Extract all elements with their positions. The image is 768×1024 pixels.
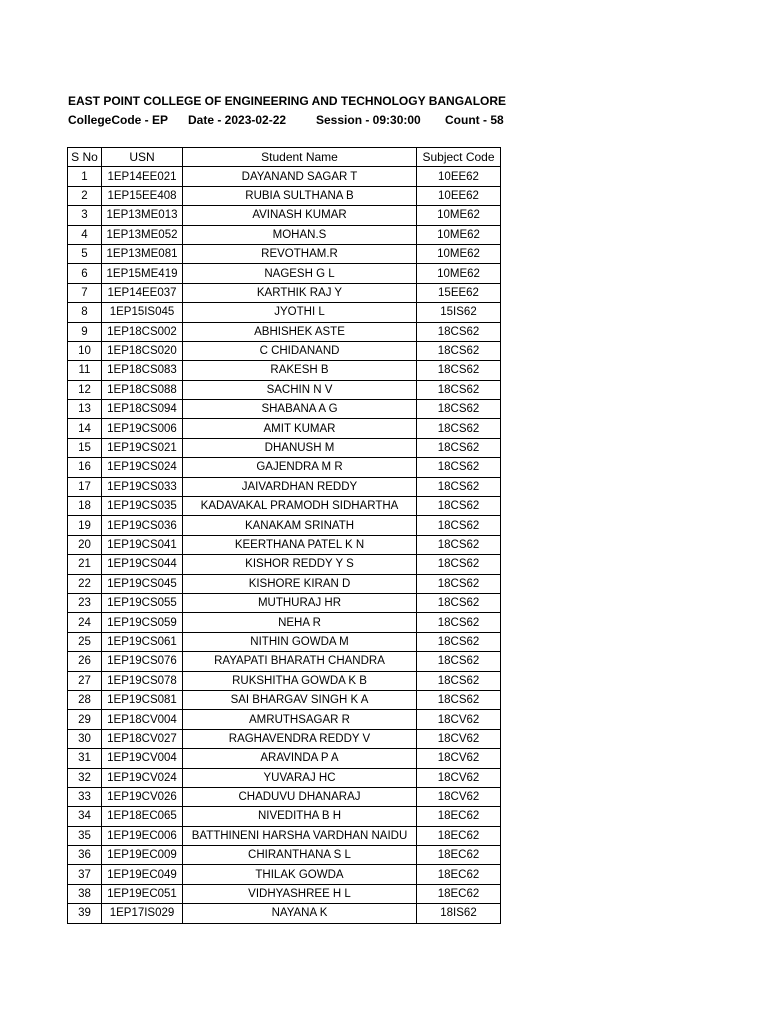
- cell-student-name: NIVEDITHA B H: [183, 807, 417, 826]
- table-row: [68, 613, 501, 632]
- cell-student-name: NEHA R: [183, 613, 417, 632]
- cell-subject-code: 10ME62: [417, 225, 501, 244]
- table-row: [68, 516, 501, 535]
- cell-subject-code: 18CS62: [417, 555, 501, 574]
- cell-usn: 1EP19CS035: [102, 497, 183, 516]
- cell-subject-code: 18CS62: [417, 400, 501, 419]
- cell-subject-code: 18EC62: [417, 807, 501, 826]
- table-row: [68, 884, 501, 903]
- cell-usn: 1EP18CS094: [102, 400, 183, 419]
- cell-usn: 1EP19EC051: [102, 884, 183, 903]
- cell-usn: 1EP19CS006: [102, 419, 183, 438]
- table-header-row: [68, 148, 501, 167]
- cell-sno: 15: [68, 438, 102, 457]
- cell-sno: 26: [68, 652, 102, 671]
- cell-subject-code: 15EE62: [417, 283, 501, 302]
- cell-usn: 1EP19CV026: [102, 787, 183, 806]
- table-row: [68, 768, 501, 787]
- cell-usn: 1EP19EC049: [102, 865, 183, 884]
- table-row: [68, 244, 501, 263]
- cell-sno: 37: [68, 865, 102, 884]
- cell-sno: 4: [68, 225, 102, 244]
- cell-usn: 1EP18CS020: [102, 341, 183, 360]
- cell-sno: 5: [68, 244, 102, 263]
- cell-student-name: KARTHIK RAJ Y: [183, 283, 417, 302]
- cell-student-name: RAYAPATI BHARATH CHANDRA: [183, 652, 417, 671]
- cell-student-name: VIDHYASHREE H L: [183, 884, 417, 903]
- table-row: [68, 865, 501, 884]
- cell-subject-code: 18CS62: [417, 593, 501, 612]
- cell-sno: 33: [68, 787, 102, 806]
- cell-sno: 3: [68, 206, 102, 225]
- cell-student-name: BATTHINENI HARSHA VARDHAN NAIDU: [183, 826, 417, 845]
- cell-usn: 1EP13ME052: [102, 225, 183, 244]
- table-row: [68, 206, 501, 225]
- cell-student-name: SACHIN N V: [183, 380, 417, 399]
- cell-subject-code: 18CS62: [417, 690, 501, 709]
- cell-student-name: AMIT KUMAR: [183, 419, 417, 438]
- cell-sno: 22: [68, 574, 102, 593]
- cell-subject-code: 18CV62: [417, 787, 501, 806]
- cell-student-name: GAJENDRA M R: [183, 458, 417, 477]
- cell-usn: 1EP19CS024: [102, 458, 183, 477]
- cell-student-name: AVINASH KUMAR: [183, 206, 417, 225]
- cell-sno: 39: [68, 904, 102, 923]
- cell-usn: 1EP13ME081: [102, 244, 183, 263]
- cell-student-name: RAGHAVENDRA REDDY V: [183, 729, 417, 748]
- table-row: [68, 380, 501, 399]
- table-row: [68, 671, 501, 690]
- exam-session: Session - 09:30:00: [316, 113, 421, 127]
- column-header-student-name: Student Name: [183, 148, 417, 167]
- cell-sno: 14: [68, 419, 102, 438]
- column-header-subject-code: Subject Code: [417, 148, 501, 167]
- table-row: [68, 904, 501, 923]
- cell-student-name: NAYANA K: [183, 904, 417, 923]
- cell-subject-code: 18CS62: [417, 380, 501, 399]
- cell-subject-code: 18IS62: [417, 904, 501, 923]
- cell-sno: 20: [68, 535, 102, 554]
- cell-sno: 36: [68, 846, 102, 865]
- cell-subject-code: 18CV62: [417, 729, 501, 748]
- cell-sno: 16: [68, 458, 102, 477]
- cell-sno: 34: [68, 807, 102, 826]
- cell-usn: 1EP19CS078: [102, 671, 183, 690]
- cell-subject-code: 18CV62: [417, 768, 501, 787]
- cell-student-name: C CHIDANAND: [183, 341, 417, 360]
- cell-subject-code: 18CS62: [417, 497, 501, 516]
- cell-student-name: JAIVARDHAN REDDY: [183, 477, 417, 496]
- cell-sno: 24: [68, 613, 102, 632]
- cell-usn: 1EP13ME013: [102, 206, 183, 225]
- cell-student-name: KISHORE KIRAN D: [183, 574, 417, 593]
- cell-usn: 1EP14EE021: [102, 167, 183, 186]
- table-row: [68, 652, 501, 671]
- table-row: [68, 303, 501, 322]
- table-row: [68, 477, 501, 496]
- cell-student-name: KADAVAKAL PRAMODH SIDHARTHA: [183, 497, 417, 516]
- cell-subject-code: 18CS62: [417, 419, 501, 438]
- cell-sno: 18: [68, 497, 102, 516]
- cell-subject-code: 18CS62: [417, 458, 501, 477]
- cell-sno: 31: [68, 749, 102, 768]
- table-row: [68, 729, 501, 748]
- cell-sno: 11: [68, 361, 102, 380]
- table-row: [68, 710, 501, 729]
- cell-subject-code: 18CV62: [417, 749, 501, 768]
- table-row: [68, 400, 501, 419]
- table-row: [68, 807, 501, 826]
- cell-usn: 1EP19EC006: [102, 826, 183, 845]
- cell-student-name: MUTHURAJ HR: [183, 593, 417, 612]
- document-title: EAST POINT COLLEGE OF ENGINEERING AND TECHNOLOGY BANGALORE: [68, 94, 507, 108]
- cell-usn: 1EP18CS088: [102, 380, 183, 399]
- cell-subject-code: 10ME62: [417, 264, 501, 283]
- cell-sno: 23: [68, 593, 102, 612]
- cell-student-name: SHABANA A G: [183, 400, 417, 419]
- cell-subject-code: 10EE62: [417, 167, 501, 186]
- table-body: [68, 167, 501, 923]
- cell-sno: 25: [68, 632, 102, 651]
- student-count: Count - 58: [445, 113, 504, 127]
- table-row: [68, 535, 501, 554]
- cell-usn: 1EP19CS076: [102, 652, 183, 671]
- cell-subject-code: 18CS62: [417, 341, 501, 360]
- cell-sno: 19: [68, 516, 102, 535]
- column-header-sno: S No: [68, 148, 102, 167]
- cell-student-name: NITHIN GOWDA M: [183, 632, 417, 651]
- table-row: [68, 497, 501, 516]
- cell-sno: 32: [68, 768, 102, 787]
- cell-student-name: THILAK GOWDA: [183, 865, 417, 884]
- cell-student-name: JYOTHI L: [183, 303, 417, 322]
- cell-usn: 1EP18CS083: [102, 361, 183, 380]
- cell-usn: 1EP18EC065: [102, 807, 183, 826]
- cell-sno: 8: [68, 303, 102, 322]
- cell-subject-code: 10ME62: [417, 206, 501, 225]
- cell-student-name: NAGESH G L: [183, 264, 417, 283]
- cell-subject-code: 18EC62: [417, 846, 501, 865]
- cell-student-name: YUVARAJ HC: [183, 768, 417, 787]
- cell-sno: 13: [68, 400, 102, 419]
- table-row: [68, 322, 501, 341]
- cell-student-name: SAI BHARGAV SINGH K A: [183, 690, 417, 709]
- cell-subject-code: 18CS62: [417, 652, 501, 671]
- cell-student-name: CHADUVU DHANARAJ: [183, 787, 417, 806]
- cell-usn: 1EP19CS055: [102, 593, 183, 612]
- table-row: [68, 846, 501, 865]
- cell-student-name: KISHOR REDDY Y S: [183, 555, 417, 574]
- cell-subject-code: 18CV62: [417, 710, 501, 729]
- cell-subject-code: 18EC62: [417, 884, 501, 903]
- cell-sno: 2: [68, 186, 102, 205]
- table-row: [68, 419, 501, 438]
- table-row: [68, 264, 501, 283]
- cell-usn: 1EP18CV004: [102, 710, 183, 729]
- column-header-usn: USN: [102, 148, 183, 167]
- cell-sno: 9: [68, 322, 102, 341]
- table-row: [68, 787, 501, 806]
- student-roster-table: [67, 147, 501, 924]
- cell-subject-code: 15IS62: [417, 303, 501, 322]
- cell-sno: 21: [68, 555, 102, 574]
- cell-subject-code: 18CS62: [417, 613, 501, 632]
- cell-usn: 1EP17IS029: [102, 904, 183, 923]
- cell-sno: 12: [68, 380, 102, 399]
- cell-usn: 1EP19CS045: [102, 574, 183, 593]
- cell-subject-code: 18CS62: [417, 671, 501, 690]
- cell-student-name: CHIRANTHANA S L: [183, 846, 417, 865]
- table-row: [68, 593, 501, 612]
- cell-subject-code: 18CS62: [417, 322, 501, 341]
- cell-subject-code: 10EE62: [417, 186, 501, 205]
- cell-student-name: DAYANAND SAGAR T: [183, 167, 417, 186]
- cell-usn: 1EP19CS036: [102, 516, 183, 535]
- cell-sno: 10: [68, 341, 102, 360]
- cell-usn: 1EP15ME419: [102, 264, 183, 283]
- cell-usn: 1EP19EC009: [102, 846, 183, 865]
- cell-usn: 1EP19CV024: [102, 768, 183, 787]
- cell-sno: 30: [68, 729, 102, 748]
- table-row: [68, 361, 501, 380]
- cell-subject-code: 18CS62: [417, 477, 501, 496]
- table-row: [68, 167, 501, 186]
- table-row: [68, 826, 501, 845]
- cell-usn: 1EP15IS045: [102, 303, 183, 322]
- cell-sno: 29: [68, 710, 102, 729]
- table-row: [68, 749, 501, 768]
- cell-usn: 1EP19CS033: [102, 477, 183, 496]
- cell-subject-code: 18CS62: [417, 438, 501, 457]
- cell-subject-code: 18CS62: [417, 516, 501, 535]
- table-row: [68, 458, 501, 477]
- cell-subject-code: 18CS62: [417, 535, 501, 554]
- cell-usn: 1EP18CV027: [102, 729, 183, 748]
- cell-usn: 1EP19CS044: [102, 555, 183, 574]
- table-row: [68, 574, 501, 593]
- table-row: [68, 186, 501, 205]
- cell-sno: 35: [68, 826, 102, 845]
- cell-subject-code: 18CS62: [417, 632, 501, 651]
- cell-usn: 1EP18CS002: [102, 322, 183, 341]
- table-row: [68, 632, 501, 651]
- cell-student-name: ABHISHEK ASTE: [183, 322, 417, 341]
- cell-subject-code: 18CS62: [417, 361, 501, 380]
- college-code: CollegeCode - EP: [68, 113, 169, 127]
- cell-student-name: AMRUTHSAGAR R: [183, 710, 417, 729]
- cell-usn: 1EP19CS081: [102, 690, 183, 709]
- cell-subject-code: 18CS62: [417, 574, 501, 593]
- cell-sno: 6: [68, 264, 102, 283]
- cell-sno: 1: [68, 167, 102, 186]
- table-row: [68, 690, 501, 709]
- cell-student-name: ARAVINDA P A: [183, 749, 417, 768]
- cell-student-name: KANAKAM SRINATH: [183, 516, 417, 535]
- table-row: [68, 341, 501, 360]
- exam-date: Date - 2023-02-22: [188, 113, 287, 127]
- cell-student-name: KEERTHANA PATEL K N: [183, 535, 417, 554]
- cell-sno: 28: [68, 690, 102, 709]
- cell-subject-code: 18EC62: [417, 826, 501, 845]
- cell-usn: 1EP19CS021: [102, 438, 183, 457]
- cell-student-name: RUBIA SULTHANA B: [183, 186, 417, 205]
- cell-subject-code: 10ME62: [417, 244, 501, 263]
- cell-sno: 38: [68, 884, 102, 903]
- cell-student-name: RAKESH B: [183, 361, 417, 380]
- cell-student-name: MOHAN.S: [183, 225, 417, 244]
- table-row: [68, 225, 501, 244]
- cell-sno: 27: [68, 671, 102, 690]
- cell-student-name: DHANUSH M: [183, 438, 417, 457]
- cell-usn: 1EP15EE408: [102, 186, 183, 205]
- cell-student-name: REVOTHAM.R: [183, 244, 417, 263]
- cell-subject-code: 18EC62: [417, 865, 501, 884]
- cell-usn: 1EP19CS059: [102, 613, 183, 632]
- table-row: [68, 283, 501, 302]
- cell-usn: 1EP19CS061: [102, 632, 183, 651]
- cell-sno: 17: [68, 477, 102, 496]
- cell-usn: 1EP19CS041: [102, 535, 183, 554]
- cell-student-name: RUKSHITHA GOWDA K B: [183, 671, 417, 690]
- cell-sno: 7: [68, 283, 102, 302]
- cell-usn: 1EP19CV004: [102, 749, 183, 768]
- table-row: [68, 438, 501, 457]
- cell-usn: 1EP14EE037: [102, 283, 183, 302]
- table-row: [68, 555, 501, 574]
